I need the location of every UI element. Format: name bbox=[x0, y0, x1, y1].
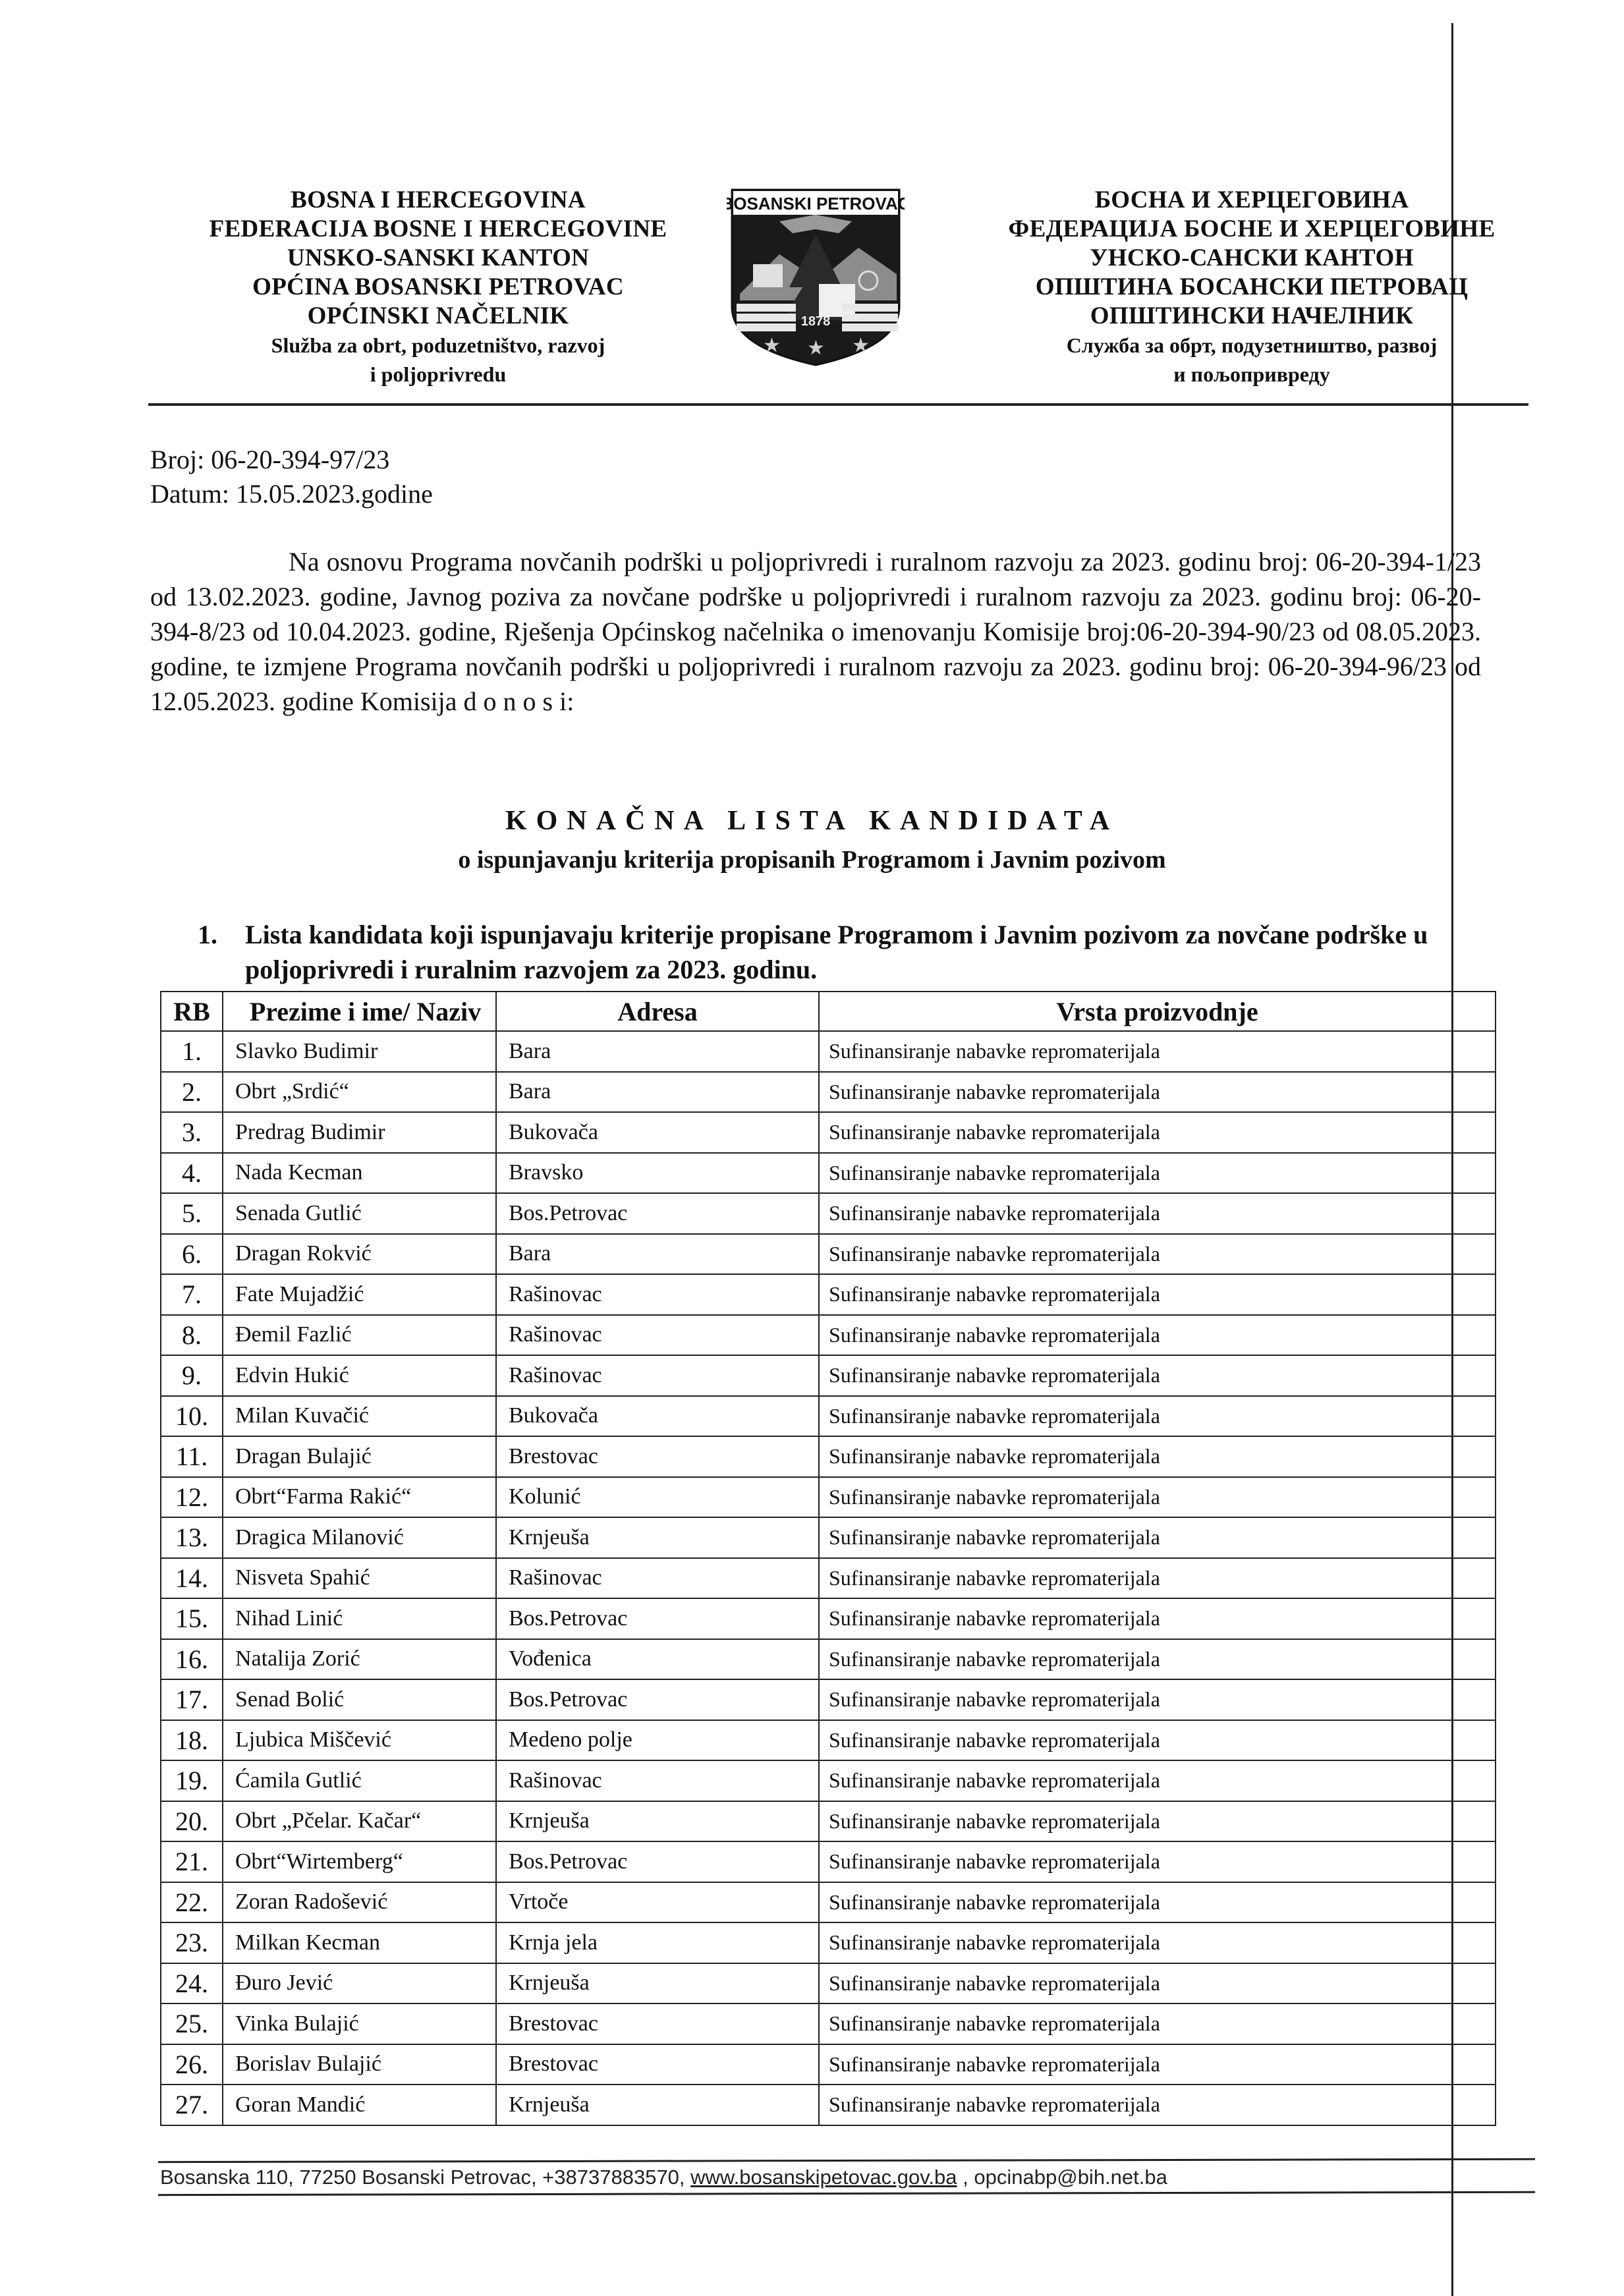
row-name: Borislav Bulajić bbox=[223, 2044, 496, 2085]
row-type: Sufinansiranje nabavke repromaterijala bbox=[819, 1396, 1496, 1437]
row-rb: 4. bbox=[161, 1153, 223, 1194]
table-row bbox=[161, 2044, 1496, 2085]
row-rb: 7. bbox=[161, 1274, 223, 1315]
row-address: Vođenica bbox=[496, 1639, 819, 1680]
row-address: Rašinovac bbox=[496, 1274, 819, 1315]
reference-number: Broj: 06-20-394-97/23 bbox=[150, 445, 390, 474]
row-address: Krnjeuša bbox=[496, 1801, 819, 1842]
svg-text:★: ★ bbox=[852, 334, 870, 357]
row-rb: 27. bbox=[161, 2085, 223, 2125]
row-rb: 9. bbox=[161, 1355, 223, 1396]
table-row bbox=[161, 1720, 1496, 1761]
row-type: Sufinansiranje nabavke repromaterijala bbox=[819, 1882, 1496, 1923]
row-name: Slavko Budimir bbox=[223, 1031, 496, 1072]
row-name: Ćamila Gutlić bbox=[223, 1760, 496, 1801]
header-service: i poljoprivredu bbox=[370, 362, 507, 386]
header-latin bbox=[168, 186, 708, 389]
row-name: Dragan Bulajić bbox=[223, 1436, 496, 1477]
row-name: Nihad Linić bbox=[223, 1598, 496, 1639]
row-address: Krnja jela bbox=[496, 1922, 819, 1963]
column-header-rb: RB bbox=[161, 992, 223, 1031]
row-rb: 18. bbox=[161, 1720, 223, 1761]
row-address: Bos.Petrovac bbox=[496, 1841, 819, 1882]
table-row bbox=[161, 1639, 1496, 1680]
row-type: Sufinansiranje nabavke repromaterijala bbox=[819, 1072, 1496, 1113]
row-rb: 10. bbox=[161, 1396, 223, 1437]
row-type: Sufinansiranje nabavke repromaterijala bbox=[819, 1436, 1496, 1477]
row-rb: 21. bbox=[161, 1841, 223, 1882]
row-rb: 11. bbox=[161, 1436, 223, 1477]
row-type: Sufinansiranje nabavke repromaterijala bbox=[819, 1639, 1496, 1680]
table-row bbox=[161, 1274, 1496, 1315]
row-name: Obrt „Srdić“ bbox=[223, 1072, 496, 1113]
row-name: Dragica Milanović bbox=[223, 1517, 496, 1558]
row-rb: 12. bbox=[161, 1477, 223, 1518]
row-address: Brestovac bbox=[496, 1436, 819, 1477]
intro-paragraph: Na osnovu Programa novčanih podrški u poljoprivredi i ruralnom razvoju za 2023. godinu broj: 06-20-394-1/23 od 13.02.2023. godine, Javnog poziva za novčane podrške u poljoprivredi i ruralnom razvoju za 2023. godinu broj: 06-20-394-8/23 od 10.04.2023. godine, Rješenja Općinskog načelnika o imenovanju Komisije broj:06-20-394-90/23 od 08.05.2023. godine, te izmjene Programa novčanih podrški u poljoprivredi i ruralnom razvoju za 2023. godinu broj: 06-20-394-96/23 od 12.05.2023. godine Komisija d o n o s i: bbox=[150, 547, 1481, 716]
row-address: Brestovac bbox=[496, 2044, 819, 2085]
row-rb: 22. bbox=[161, 1882, 223, 1923]
table-row bbox=[161, 1882, 1496, 1923]
candidates-table bbox=[160, 991, 1496, 2126]
row-name: Nisveta Spahić bbox=[223, 1558, 496, 1599]
document-reference bbox=[150, 443, 433, 511]
header-line: ОПШТИНА БОСАНСКИ ПЕТРОВАЦ bbox=[1035, 273, 1469, 300]
row-address: Vrtoče bbox=[496, 1882, 819, 1923]
row-address: Bravsko bbox=[496, 1153, 819, 1194]
row-type: Sufinansiranje nabavke repromaterijala bbox=[819, 1112, 1496, 1153]
row-address: Bukovača bbox=[496, 1396, 819, 1437]
row-type: Sufinansiranje nabavke repromaterijala bbox=[819, 2085, 1496, 2125]
row-type: Sufinansiranje nabavke repromaterijala bbox=[819, 1355, 1496, 1396]
section-text: Lista kandidata koji ispunjavaju kriterije propisane Programom i Javnim pozivom za novčane podrške u poljoprivredi i ruralnim razvojem za 2023. godinu. bbox=[245, 920, 1428, 984]
header-line: ФЕДЕРАЦИЈА БОСНЕ И ХЕРЦЕГОВИНЕ bbox=[1008, 215, 1496, 242]
footer-divider-top bbox=[158, 2158, 1535, 2163]
header-service: и пољопривреду bbox=[1173, 362, 1330, 386]
table-row bbox=[161, 2085, 1496, 2125]
row-address: Krnjeuša bbox=[496, 1517, 819, 1558]
row-type: Sufinansiranje nabavke repromaterijala bbox=[819, 1477, 1496, 1518]
row-name: Obrt“Farma Rakić“ bbox=[223, 1477, 496, 1518]
row-type: Sufinansiranje nabavke repromaterijala bbox=[819, 1315, 1496, 1356]
column-header-name: Prezime i ime/ Naziv bbox=[223, 992, 496, 1031]
table-row bbox=[161, 1679, 1496, 1720]
row-address: Bara bbox=[496, 1031, 819, 1072]
column-header-type: Vrsta proizvodnje bbox=[819, 992, 1496, 1031]
row-rb: 1. bbox=[161, 1031, 223, 1072]
table-row bbox=[161, 1315, 1496, 1356]
row-name: Natalija Zorić bbox=[223, 1639, 496, 1680]
row-address: Brestovac bbox=[496, 2003, 819, 2044]
header-service: Služba za obrt, poduzetništvo, razvoj bbox=[271, 333, 605, 357]
footer-address: Bosanska 110, 77250 Bosanski Petrovac, +38737883570, bbox=[160, 2166, 691, 2189]
table-header-row bbox=[161, 992, 1496, 1031]
row-name: Đemil Fazlić bbox=[223, 1315, 496, 1356]
table-row bbox=[161, 1558, 1496, 1599]
row-type: Sufinansiranje nabavke repromaterijala bbox=[819, 1598, 1496, 1639]
row-rb: 19. bbox=[161, 1760, 223, 1801]
row-rb: 13. bbox=[161, 1517, 223, 1558]
row-type: Sufinansiranje nabavke repromaterijala bbox=[819, 1679, 1496, 1720]
row-name: Fate Mujadžić bbox=[223, 1274, 496, 1315]
footer-divider-bottom bbox=[158, 2191, 1535, 2196]
table-row bbox=[161, 1436, 1496, 1477]
row-type: Sufinansiranje nabavke repromaterijala bbox=[819, 2044, 1496, 2085]
municipality-crest-icon bbox=[727, 182, 905, 366]
row-address: Rašinovac bbox=[496, 1315, 819, 1356]
row-name: Obrt“Wirtemberg“ bbox=[223, 1841, 496, 1882]
row-rb: 15. bbox=[161, 1598, 223, 1639]
row-address: Bara bbox=[496, 1234, 819, 1275]
row-address: Bos.Petrovac bbox=[496, 1679, 819, 1720]
table-row bbox=[161, 1193, 1496, 1234]
table-row bbox=[161, 1517, 1496, 1558]
row-name: Ljubica Miščević bbox=[223, 1720, 496, 1761]
row-rb: 17. bbox=[161, 1679, 223, 1720]
row-address: Bos.Petrovac bbox=[496, 1193, 819, 1234]
header-line: БОСНА И ХЕРЦЕГОВИНА bbox=[1094, 186, 1409, 213]
row-name: Zoran Radošević bbox=[223, 1882, 496, 1923]
table-row bbox=[161, 1031, 1496, 1072]
row-address: Medeno polje bbox=[496, 1720, 819, 1761]
header-divider bbox=[148, 403, 1528, 406]
row-rb: 14. bbox=[161, 1558, 223, 1599]
header-service: Служба за обрт, подузетништво, развој bbox=[1066, 333, 1438, 357]
row-name: Goran Mandić bbox=[223, 2085, 496, 2125]
table-row bbox=[161, 1396, 1496, 1437]
row-type: Sufinansiranje nabavke repromaterijala bbox=[819, 2003, 1496, 2044]
document-subtitle: o ispunjavanju kriterija propisanih Programom i Javnim pozivom bbox=[458, 846, 1166, 874]
header-line: UNSKO-SANSKI KANTON bbox=[287, 244, 590, 271]
table-row bbox=[161, 1112, 1496, 1153]
crest-year: 1878 bbox=[800, 314, 831, 329]
footer-separator: , bbox=[957, 2166, 974, 2189]
row-name: Vinka Bulajić bbox=[223, 2003, 496, 2044]
table-row bbox=[161, 1841, 1496, 1882]
column-header-address: Adresa bbox=[496, 992, 819, 1031]
row-rb: 2. bbox=[161, 1072, 223, 1113]
row-name: Senad Bolić bbox=[223, 1679, 496, 1720]
header-line: OPĆINSKI NAČELNIK bbox=[307, 302, 569, 329]
row-address: Bara bbox=[496, 1072, 819, 1113]
row-type: Sufinansiranje nabavke repromaterijala bbox=[819, 1720, 1496, 1761]
row-type: Sufinansiranje nabavke repromaterijala bbox=[819, 1193, 1496, 1234]
row-type: Sufinansiranje nabavke repromaterijala bbox=[819, 1841, 1496, 1882]
row-rb: 26. bbox=[161, 2044, 223, 2085]
row-name: Predrag Budimir bbox=[223, 1112, 496, 1153]
footer-email[interactable]: opcinabp@bih.net.ba bbox=[974, 2166, 1167, 2189]
row-rb: 24. bbox=[161, 1963, 223, 2004]
row-address: Bos.Petrovac bbox=[496, 1598, 819, 1639]
row-name: Dragan Rokvić bbox=[223, 1234, 496, 1275]
row-rb: 23. bbox=[161, 1922, 223, 1963]
table-row bbox=[161, 1760, 1496, 1801]
row-type: Sufinansiranje nabavke repromaterijala bbox=[819, 1031, 1496, 1072]
row-rb: 20. bbox=[161, 1801, 223, 1842]
row-name: Nada Kecman bbox=[223, 1153, 496, 1194]
reference-date: Datum: 15.05.2023.godine bbox=[150, 479, 433, 509]
row-name: Milkan Kecman bbox=[223, 1922, 496, 1963]
table-row bbox=[161, 1922, 1496, 1963]
row-address: Kolunić bbox=[496, 1477, 819, 1518]
row-address: Krnjeuša bbox=[496, 2085, 819, 2125]
table-body bbox=[161, 1031, 1496, 2125]
table-row bbox=[161, 1963, 1496, 2004]
row-address: Rašinovac bbox=[496, 1355, 819, 1396]
footer-website-link[interactable]: www.bosanskipetovac.gov.ba bbox=[690, 2166, 957, 2189]
row-address: Bukovača bbox=[496, 1112, 819, 1153]
row-address: Rašinovac bbox=[496, 1558, 819, 1599]
row-rb: 3. bbox=[161, 1112, 223, 1153]
row-type: Sufinansiranje nabavke repromaterijala bbox=[819, 1274, 1496, 1315]
row-name: Milan Kuvačić bbox=[223, 1396, 496, 1437]
row-rb: 25. bbox=[161, 2003, 223, 2044]
row-type: Sufinansiranje nabavke repromaterijala bbox=[819, 1963, 1496, 2004]
row-type: Sufinansiranje nabavke repromaterijala bbox=[819, 1801, 1496, 1842]
row-type: Sufinansiranje nabavke repromaterijala bbox=[819, 1558, 1496, 1599]
header-cyrillic bbox=[982, 186, 1522, 389]
row-name: Obrt „Pčelar. Kačar“ bbox=[223, 1801, 496, 1842]
document-title: KONAČNA LISTA KANDIDATA bbox=[505, 806, 1119, 836]
table-row bbox=[161, 1801, 1496, 1842]
row-name: Đuro Jević bbox=[223, 1963, 496, 2004]
footer-contact bbox=[160, 2164, 1167, 2191]
row-rb: 16. bbox=[161, 1639, 223, 1680]
svg-text:★: ★ bbox=[807, 337, 825, 360]
table-row bbox=[161, 1234, 1496, 1275]
row-rb: 6. bbox=[161, 1234, 223, 1275]
header-line: FEDERACIJA BOSNE I HERCEGOVINE bbox=[209, 215, 667, 242]
row-type: Sufinansiranje nabavke repromaterijala bbox=[819, 1153, 1496, 1194]
section-heading bbox=[198, 917, 1482, 987]
row-address: Rašinovac bbox=[496, 1760, 819, 1801]
row-type: Sufinansiranje nabavke repromaterijala bbox=[819, 1922, 1496, 1963]
header-line: ОПШТИНСКИ НАЧЕЛНИК bbox=[1090, 302, 1414, 329]
table-row bbox=[161, 2003, 1496, 2044]
row-name: Senada Gutlić bbox=[223, 1193, 496, 1234]
header-line: УНСКО-САНСКИ КАНТОН bbox=[1090, 244, 1414, 271]
row-type: Sufinansiranje nabavke repromaterijala bbox=[819, 1517, 1496, 1558]
section-number: 1. bbox=[198, 920, 217, 949]
table-row bbox=[161, 1072, 1496, 1113]
row-type: Sufinansiranje nabavke repromaterijala bbox=[819, 1760, 1496, 1801]
row-rb: 8. bbox=[161, 1315, 223, 1356]
header-line: OPĆINA BOSANSKI PETROVAC bbox=[252, 273, 624, 300]
table-row bbox=[161, 1598, 1496, 1639]
row-type: Sufinansiranje nabavke repromaterijala bbox=[819, 1234, 1496, 1275]
svg-text:★: ★ bbox=[763, 334, 781, 357]
row-name: Edvin Hukić bbox=[223, 1355, 496, 1396]
table-row bbox=[161, 1153, 1496, 1194]
crest-label: BOSANSKI PETROVAC bbox=[727, 194, 905, 213]
row-rb: 5. bbox=[161, 1193, 223, 1234]
table-row bbox=[161, 1355, 1496, 1396]
row-address: Krnjeuša bbox=[496, 1963, 819, 2004]
table-row bbox=[161, 1477, 1496, 1518]
header-line: BOSNA I HERCEGOVINA bbox=[291, 186, 586, 213]
